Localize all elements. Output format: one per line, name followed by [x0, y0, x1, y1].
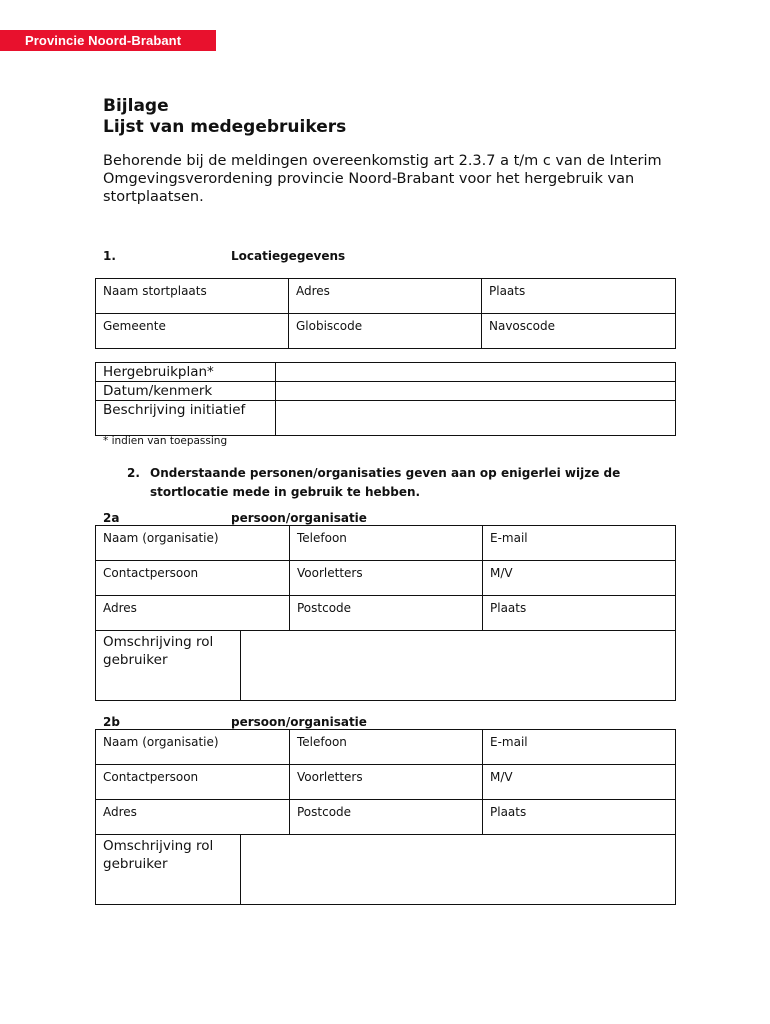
- value-hergebruikplan[interactable]: [276, 363, 676, 382]
- role-label-line-2: gebruiker: [103, 856, 168, 872]
- section-2-text: Onderstaande personen/organisaties geven aan op enigerlei wijze de stortlocatie mede in gebruik te hebben.: [150, 466, 621, 499]
- field-gemeente[interactable]: Gemeente: [96, 314, 289, 349]
- person-2a-heading: persoon/organisatie: [231, 511, 367, 525]
- table-row: [96, 561, 676, 596]
- field-contactpersoon[interactable]: Contactpersoon: [96, 561, 290, 596]
- title-line-1: Bijlage: [103, 96, 169, 116]
- field-mv[interactable]: M/V: [483, 561, 676, 596]
- person-2b-id: 2b: [103, 715, 120, 729]
- field-adres[interactable]: Adres: [96, 596, 290, 631]
- person-2a-table: [95, 525, 676, 701]
- value-omschrijving-rol[interactable]: [241, 835, 676, 905]
- title-line-2: Lijst van medegebruikers: [103, 117, 347, 137]
- field-plaats[interactable]: Plaats: [483, 800, 676, 835]
- field-naam-organisatie[interactable]: Naam (organisatie): [96, 730, 290, 765]
- table-row: [96, 765, 676, 800]
- field-email[interactable]: E-mail: [483, 526, 676, 561]
- field-voorletters[interactable]: Voorletters: [290, 765, 483, 800]
- section-1-title: Locatiegegevens: [231, 249, 346, 263]
- section-2-number: 2.: [127, 466, 140, 480]
- section-1-number: 1.: [103, 249, 116, 263]
- table-row: [96, 596, 676, 631]
- table-row: [96, 382, 676, 401]
- intro-paragraph: Behorende bij de meldingen overeenkomstig art 2.3.7 a t/m c van de Interim Omgevingsverordening provincie Noord-Brabant voor het hergebruik van stortplaatsen.: [103, 153, 662, 205]
- table-row: [96, 631, 676, 701]
- table-row: [96, 363, 676, 382]
- field-mv[interactable]: M/V: [483, 765, 676, 800]
- field-contactpersoon[interactable]: Contactpersoon: [96, 765, 290, 800]
- label-omschrijving-rol: [96, 631, 241, 701]
- person-2b-heading: persoon/organisatie: [231, 715, 367, 729]
- footnote: * indien van toepassing: [103, 435, 228, 447]
- table-row: [96, 279, 676, 314]
- table-row: [96, 314, 676, 349]
- field-postcode[interactable]: Postcode: [290, 596, 483, 631]
- table-row: [96, 730, 676, 765]
- field-telefoon[interactable]: Telefoon: [290, 526, 483, 561]
- person-2a-id: 2a: [103, 511, 120, 525]
- field-plaats[interactable]: Plaats: [483, 596, 676, 631]
- field-adres[interactable]: Adres: [96, 800, 290, 835]
- label-hergebruikplan: Hergebruikplan*: [96, 363, 276, 382]
- field-globiscode[interactable]: Globiscode: [289, 314, 482, 349]
- plan-info-table: [95, 362, 676, 436]
- table-row: [96, 835, 676, 905]
- location-table: [95, 278, 676, 349]
- role-label-line-1: Omschrijving rol: [103, 838, 214, 854]
- province-logo: Provincie Noord-Brabant: [0, 30, 216, 51]
- value-datum-kenmerk[interactable]: [276, 382, 676, 401]
- field-navoscode[interactable]: Navoscode: [482, 314, 676, 349]
- role-label-line-2: gebruiker: [103, 652, 168, 668]
- label-omschrijving-rol: [96, 835, 241, 905]
- field-adres[interactable]: Adres: [289, 279, 482, 314]
- person-2b-table: [95, 729, 676, 905]
- field-email[interactable]: E-mail: [483, 730, 676, 765]
- field-plaats[interactable]: Plaats: [482, 279, 676, 314]
- role-label-line-1: Omschrijving rol: [103, 634, 214, 650]
- table-row: [96, 800, 676, 835]
- field-naam-stortplaats[interactable]: Naam stortplaats: [96, 279, 289, 314]
- value-omschrijving-rol[interactable]: [241, 631, 676, 701]
- table-row: [96, 526, 676, 561]
- table-row: [96, 401, 676, 436]
- document-title: [103, 96, 346, 138]
- field-telefoon[interactable]: Telefoon: [290, 730, 483, 765]
- value-beschrijving-initiatief[interactable]: [276, 401, 676, 436]
- field-postcode[interactable]: Postcode: [290, 800, 483, 835]
- field-voorletters[interactable]: Voorletters: [290, 561, 483, 596]
- field-naam-organisatie[interactable]: Naam (organisatie): [96, 526, 290, 561]
- label-beschrijving-initiatief: Beschrijving initiatief: [96, 401, 276, 436]
- label-datum-kenmerk: Datum/kenmerk: [96, 382, 276, 401]
